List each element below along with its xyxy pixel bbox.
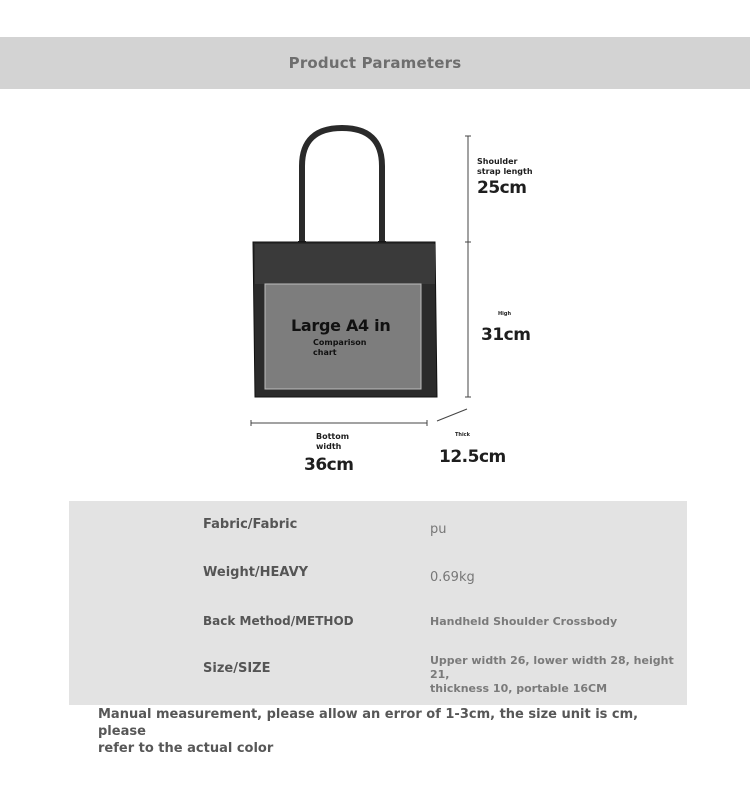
shoulder-label-line2: strap length (477, 167, 533, 176)
size-line2: thickness 10, portable 16CM (430, 682, 608, 695)
bottom-label-line2: width (316, 442, 342, 451)
bag-handle (302, 128, 382, 244)
shoulder-value: 25cm (477, 178, 527, 198)
bottom-width-value: 36cm (304, 455, 354, 475)
shoulder-label (477, 157, 533, 177)
thick-label: Thick (455, 432, 470, 438)
param-value-fabric: pu (430, 522, 447, 537)
a4-subtitle-line2: chart (313, 348, 337, 357)
param-key-size: Size/SIZE (203, 661, 271, 676)
measurement-note (98, 706, 678, 757)
high-value: 31cm (481, 325, 531, 345)
a4-title: Large A4 in (291, 316, 391, 335)
header-band (0, 37, 750, 89)
bag-top-band (255, 244, 435, 284)
size-line1: Upper width 26, lower width 28, height 21, (430, 654, 674, 681)
a4-subtitle (313, 338, 366, 358)
param-value-weight: 0.69kg (430, 570, 475, 585)
note-line1: Manual measurement, please allow an error of 1-3cm, the size unit is cm, please (98, 707, 639, 739)
note-line2: refer to the actual color (98, 741, 274, 756)
high-label: High (498, 311, 512, 317)
thick-line (437, 409, 467, 421)
param-key-weight: Weight/HEAVY (203, 565, 309, 580)
param-value-size (430, 654, 687, 696)
bag-dimension-diagram (205, 96, 575, 484)
param-value-method: Handheld Shoulder Crossbody (430, 615, 618, 628)
param-key-fabric: Fabric/Fabric (203, 517, 298, 532)
page-title: Product Parameters (288, 54, 462, 72)
shoulder-label-line1: Shoulder (477, 157, 518, 166)
param-key-method: Back Method/METHOD (203, 614, 354, 628)
bottom-label-line1: Bottom (316, 432, 350, 441)
a4-sheet (265, 284, 421, 389)
bag-illustration (205, 96, 575, 484)
thick-value: 12.5cm (439, 447, 506, 467)
a4-subtitle-line1: Comparison (313, 338, 367, 347)
parameters-table (69, 501, 687, 705)
bottom-width-label (316, 432, 349, 452)
